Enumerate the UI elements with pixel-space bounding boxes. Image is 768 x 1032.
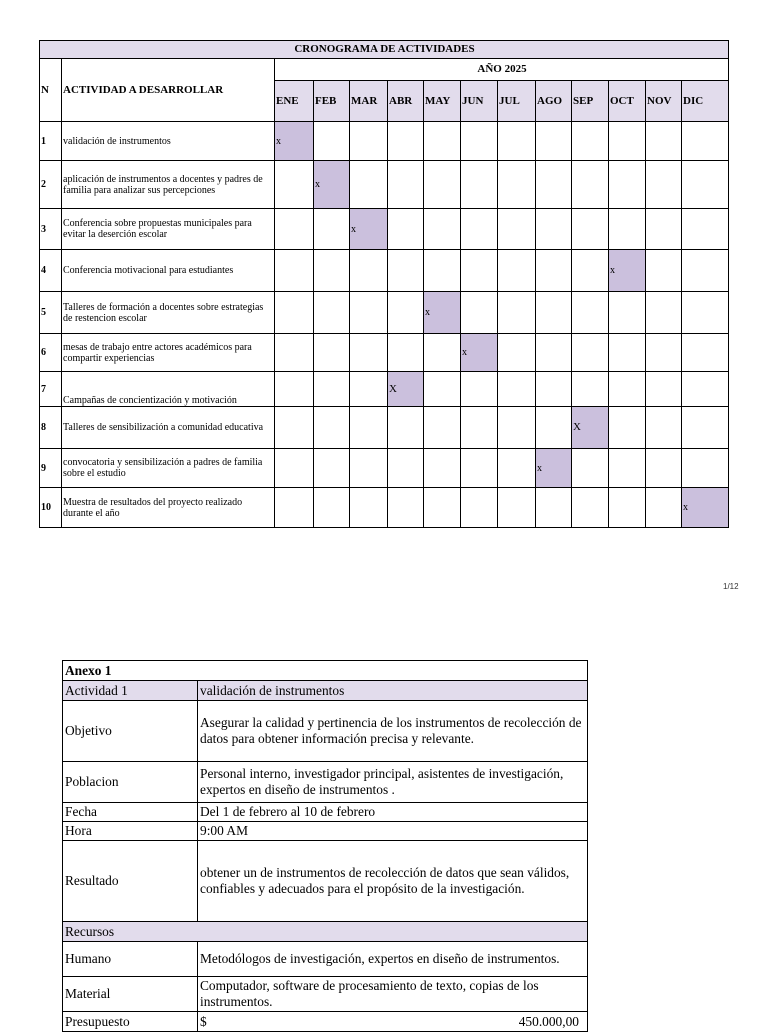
empty-month-cell <box>314 122 350 161</box>
humano-label: Humano <box>63 942 198 977</box>
empty-month-cell <box>498 209 536 250</box>
activity-cell: Campañas de concientización y motivación <box>62 372 275 407</box>
actividad-value: validación de instrumentos <box>198 681 588 701</box>
empty-month-cell <box>275 372 314 407</box>
month-header: JUN <box>461 81 498 122</box>
empty-month-cell <box>498 407 536 449</box>
empty-month-cell <box>536 161 572 209</box>
empty-month-cell <box>609 407 646 449</box>
row-number: 3 <box>40 209 62 250</box>
table-row <box>40 449 729 488</box>
empty-month-cell <box>609 122 646 161</box>
empty-month-cell <box>388 292 424 334</box>
empty-month-cell <box>388 488 424 528</box>
empty-month-cell <box>536 209 572 250</box>
month-header: MAY <box>424 81 461 122</box>
activity-cell: validación de instrumentos <box>62 122 275 161</box>
empty-month-cell <box>275 334 314 372</box>
row-number: 10 <box>40 488 62 528</box>
empty-month-cell <box>275 161 314 209</box>
hora-label: Hora <box>63 822 198 841</box>
empty-month-cell <box>424 250 461 292</box>
scheduled-month-cell: x <box>275 122 314 161</box>
row-number: 5 <box>40 292 62 334</box>
table-row <box>40 250 729 292</box>
empty-month-cell <box>424 122 461 161</box>
presupuesto-value <box>198 1012 588 1032</box>
empty-month-cell <box>314 334 350 372</box>
empty-month-cell <box>461 161 498 209</box>
table-row <box>40 122 729 161</box>
activity-cell: Talleres de formación a docentes sobre estrategias de restencion escolar <box>62 292 275 334</box>
empty-month-cell <box>388 161 424 209</box>
empty-month-cell <box>682 122 729 161</box>
empty-month-cell <box>498 449 536 488</box>
empty-month-cell <box>314 250 350 292</box>
month-header: MAR <box>350 81 388 122</box>
fecha-value: Del 1 de febrero al 10 de febrero <box>198 803 588 822</box>
empty-month-cell <box>275 250 314 292</box>
col-n-header: N <box>40 59 62 122</box>
empty-month-cell <box>609 209 646 250</box>
row-number: 4 <box>40 250 62 292</box>
scheduled-month-cell: x <box>461 334 498 372</box>
empty-month-cell <box>350 488 388 528</box>
empty-month-cell <box>536 407 572 449</box>
empty-month-cell <box>388 334 424 372</box>
empty-month-cell <box>646 250 682 292</box>
month-header: NOV <box>646 81 682 122</box>
empty-month-cell <box>498 122 536 161</box>
scheduled-month-cell: X <box>572 407 609 449</box>
row-number: 2 <box>40 161 62 209</box>
empty-month-cell <box>682 407 729 449</box>
empty-month-cell <box>536 488 572 528</box>
empty-month-cell <box>572 250 609 292</box>
empty-month-cell <box>572 161 609 209</box>
empty-month-cell <box>461 372 498 407</box>
empty-month-cell <box>461 250 498 292</box>
activity-cell: mesas de trabajo entre actores académicos para compartir experiencias <box>62 334 275 372</box>
empty-month-cell <box>682 334 729 372</box>
poblacion-value: Personal interno, investigador principal, asistentes de investigación, expertos en diseño de instrumentos . <box>198 762 588 803</box>
empty-month-cell <box>461 449 498 488</box>
row-number: 9 <box>40 449 62 488</box>
empty-month-cell <box>350 122 388 161</box>
empty-month-cell <box>498 372 536 407</box>
empty-month-cell <box>461 209 498 250</box>
empty-month-cell <box>275 407 314 449</box>
empty-month-cell <box>388 407 424 449</box>
empty-month-cell <box>461 488 498 528</box>
empty-month-cell <box>682 161 729 209</box>
empty-month-cell <box>314 209 350 250</box>
month-header: JUL <box>498 81 536 122</box>
month-header: DIC <box>682 81 729 122</box>
presupuesto-currency: $ <box>200 1013 207 1029</box>
empty-month-cell <box>424 209 461 250</box>
empty-month-cell <box>314 292 350 334</box>
empty-month-cell <box>314 407 350 449</box>
empty-month-cell <box>388 122 424 161</box>
objetivo-value: Asegurar la calidad y pertinencia de los instrumentos de recolección de datos para obtener información precisa y relevante. <box>198 701 588 762</box>
month-header: OCT <box>609 81 646 122</box>
empty-month-cell <box>350 292 388 334</box>
empty-month-cell <box>646 407 682 449</box>
presupuesto-amount: 450.000,00 <box>518 1013 579 1029</box>
month-header: AGO <box>536 81 572 122</box>
empty-month-cell <box>646 161 682 209</box>
presupuesto-label: Presupuesto <box>63 1012 198 1032</box>
scheduled-month-cell: X <box>388 372 424 407</box>
table-row <box>40 292 729 334</box>
activity-cell: aplicación de instrumentos a docentes y padres de familia para analizar sus percepciones <box>62 161 275 209</box>
empty-month-cell <box>461 292 498 334</box>
empty-month-cell <box>609 488 646 528</box>
table-row <box>40 372 729 407</box>
empty-month-cell <box>498 161 536 209</box>
table-row <box>40 209 729 250</box>
empty-month-cell <box>275 488 314 528</box>
empty-month-cell <box>572 209 609 250</box>
empty-month-cell <box>388 449 424 488</box>
empty-month-cell <box>536 122 572 161</box>
empty-month-cell <box>572 372 609 407</box>
empty-month-cell <box>388 209 424 250</box>
scheduled-month-cell: x <box>314 161 350 209</box>
month-header: SEP <box>572 81 609 122</box>
empty-month-cell <box>350 372 388 407</box>
empty-month-cell <box>424 449 461 488</box>
empty-month-cell <box>275 292 314 334</box>
empty-month-cell <box>498 334 536 372</box>
empty-month-cell <box>682 292 729 334</box>
empty-month-cell <box>350 449 388 488</box>
page-number: 1/12 <box>723 582 739 591</box>
empty-month-cell <box>461 407 498 449</box>
empty-month-cell <box>646 209 682 250</box>
empty-month-cell <box>350 250 388 292</box>
resultado-label: Resultado <box>63 841 198 922</box>
empty-month-cell <box>572 292 609 334</box>
empty-month-cell <box>424 372 461 407</box>
anexo-table <box>62 660 588 1032</box>
empty-month-cell <box>461 122 498 161</box>
empty-month-cell <box>350 407 388 449</box>
empty-month-cell <box>572 488 609 528</box>
empty-month-cell <box>498 292 536 334</box>
empty-month-cell <box>646 122 682 161</box>
empty-month-cell <box>682 209 729 250</box>
empty-month-cell <box>314 449 350 488</box>
empty-month-cell <box>572 449 609 488</box>
schedule-title: CRONOGRAMA DE ACTIVIDADES <box>40 41 729 59</box>
empty-month-cell <box>609 161 646 209</box>
empty-month-cell <box>536 250 572 292</box>
recursos-header: Recursos <box>63 922 588 942</box>
empty-month-cell <box>498 250 536 292</box>
col-activity-header: ACTIVIDAD A DESARROLLAR <box>62 59 275 122</box>
activity-cell: Conferencia sobre propuestas municipales para evitar la deserción escolar <box>62 209 275 250</box>
material-label: Material <box>63 977 198 1012</box>
table-row <box>40 488 729 528</box>
empty-month-cell <box>609 292 646 334</box>
scheduled-month-cell: x <box>609 250 646 292</box>
anexo-title: Anexo 1 <box>63 661 588 681</box>
empty-month-cell <box>498 488 536 528</box>
scheduled-month-cell: x <box>682 488 729 528</box>
table-row <box>40 334 729 372</box>
scheduled-month-cell: x <box>536 449 572 488</box>
empty-month-cell <box>646 292 682 334</box>
empty-month-cell <box>682 372 729 407</box>
empty-month-cell <box>424 161 461 209</box>
empty-month-cell <box>388 250 424 292</box>
month-header: ENE <box>275 81 314 122</box>
year-header: AÑO 2025 <box>275 59 729 81</box>
empty-month-cell <box>646 449 682 488</box>
material-value: Computador, software de procesamiento de texto, copias de los instrumentos. <box>198 977 588 1012</box>
empty-month-cell <box>314 372 350 407</box>
empty-month-cell <box>682 250 729 292</box>
empty-month-cell <box>424 334 461 372</box>
activity-cell: convocatoria y sensibilización a padres de familia sobre el estudio <box>62 449 275 488</box>
resultado-value: obtener un de instrumentos de recolección de datos que sean válidos, confiables y adecuados para el propósito de la investigación. <box>198 841 588 922</box>
activity-cell: Talleres de sensibilización a comunidad educativa <box>62 407 275 449</box>
empty-month-cell <box>572 122 609 161</box>
empty-month-cell <box>609 449 646 488</box>
table-row <box>40 407 729 449</box>
activity-cell: Conferencia motivacional para estudiantes <box>62 250 275 292</box>
empty-month-cell <box>275 209 314 250</box>
empty-month-cell <box>350 161 388 209</box>
empty-month-cell <box>275 449 314 488</box>
empty-month-cell <box>609 372 646 407</box>
scheduled-month-cell: x <box>350 209 388 250</box>
empty-month-cell <box>424 488 461 528</box>
empty-month-cell <box>536 292 572 334</box>
actividad-label: Actividad 1 <box>63 681 198 701</box>
row-number: 8 <box>40 407 62 449</box>
empty-month-cell <box>682 449 729 488</box>
empty-month-cell <box>572 334 609 372</box>
row-number: 6 <box>40 334 62 372</box>
empty-month-cell <box>536 334 572 372</box>
empty-month-cell <box>609 334 646 372</box>
empty-month-cell <box>646 372 682 407</box>
scheduled-month-cell: x <box>424 292 461 334</box>
table-row <box>40 161 729 209</box>
row-number: 7 <box>40 372 62 407</box>
empty-month-cell <box>350 334 388 372</box>
fecha-label: Fecha <box>63 803 198 822</box>
row-number: 1 <box>40 122 62 161</box>
empty-month-cell <box>536 372 572 407</box>
objetivo-label: Objetivo <box>63 701 198 762</box>
empty-month-cell <box>646 488 682 528</box>
month-header: FEB <box>314 81 350 122</box>
empty-month-cell <box>314 488 350 528</box>
activity-cell: Muestra de resultados del proyecto realizado durante el año <box>62 488 275 528</box>
month-header: ABR <box>388 81 424 122</box>
schedule-table <box>39 40 729 528</box>
humano-value: Metodólogos de investigación, expertos en diseño de instrumentos. <box>198 942 588 977</box>
hora-value: 9:00 AM <box>198 822 588 841</box>
poblacion-label: Poblacion <box>63 762 198 803</box>
empty-month-cell <box>646 334 682 372</box>
empty-month-cell <box>424 407 461 449</box>
